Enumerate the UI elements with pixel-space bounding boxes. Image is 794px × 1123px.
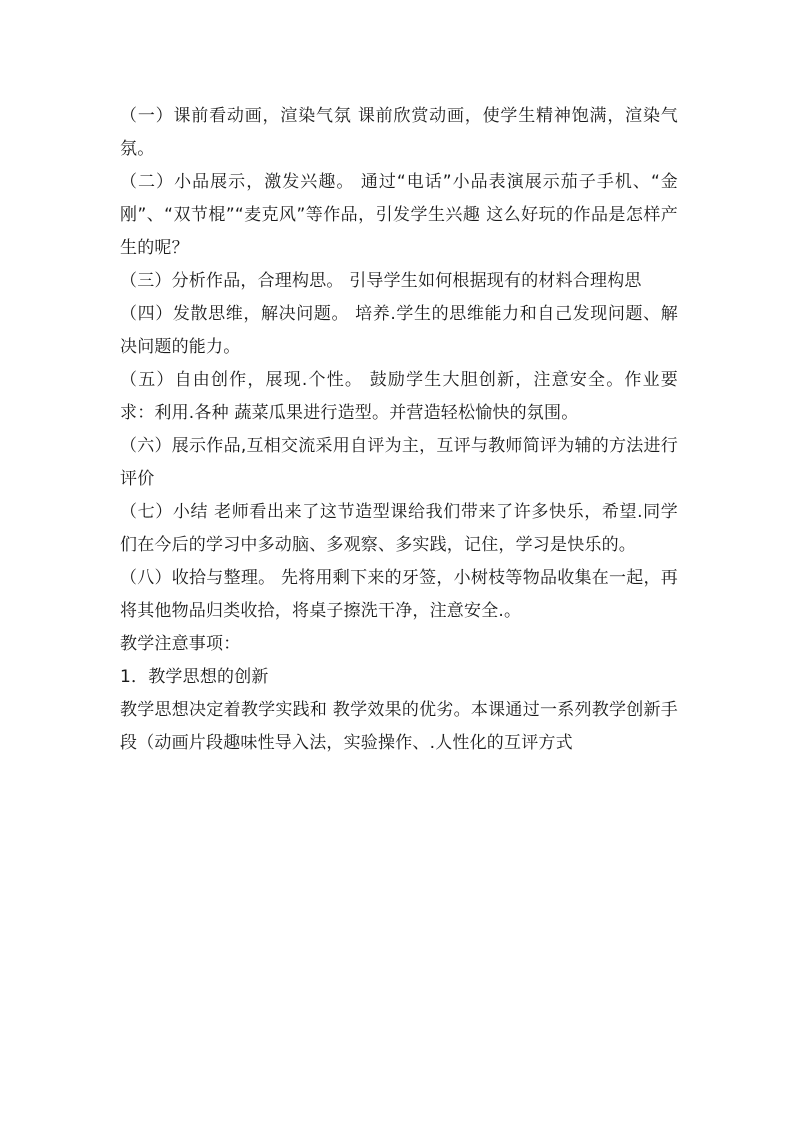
paragraph-2: （二）小品展示，激发兴趣。 通过“电话”小品表演展示茄子手机、“金刚”、“双节棍”“麦克风”等作品，引发学生兴趣 这么好玩的作品是怎样产生的呢？	[120, 172, 678, 258]
paragraph-6: （六）展示作品,互相交流采用自评为主，互评与教师简评为辅的方法进行评价	[120, 436, 678, 489]
final-paragraph: 教学思想决定着教学实践和 教学效果的优劣。本课通过一系列教学创新手段（动画片段趣味性导入法，实验操作、.人性化的互评方式	[120, 700, 678, 753]
paragraph-4: （四）发散思维，解决问题。 培养.学生的思维能力和自己发现问题、解决问题的能力。	[120, 304, 678, 357]
document-body	[120, 100, 678, 760]
subheading: 1．教学思想的创新	[120, 667, 269, 687]
paragraph-7: （七）小结 老师看出来了这节造型课给我们带来了许多快乐，希望.同学们在今后的学习中多动脑、多观察、多实践，记住，学习是快乐的。	[120, 502, 678, 555]
notes-heading: 教学注意事项：	[120, 634, 241, 654]
paragraph-5: （五）自由创作，展现.个性。 鼓励学生大胆创新，注意安全。作业要求：利用.各种 蔬菜瓜果进行造型。并营造轻松愉快的氛围。	[120, 370, 678, 423]
paragraph-1: （一）课前看动画，渲染气氛 课前欣赏动画，使学生精神饱满，渲染气氛。	[120, 106, 678, 159]
paragraph-3: （三）分析作品，合理构思。 引导学生如何根据现有的材料合理构思	[120, 271, 642, 291]
paragraph-8: （八）收拾与整理。 先将用剩下来的牙签，小树枝等物品收集在一起，再将其他物品归类收拾，将桌子擦洗干净，注意安全.。	[120, 568, 678, 621]
